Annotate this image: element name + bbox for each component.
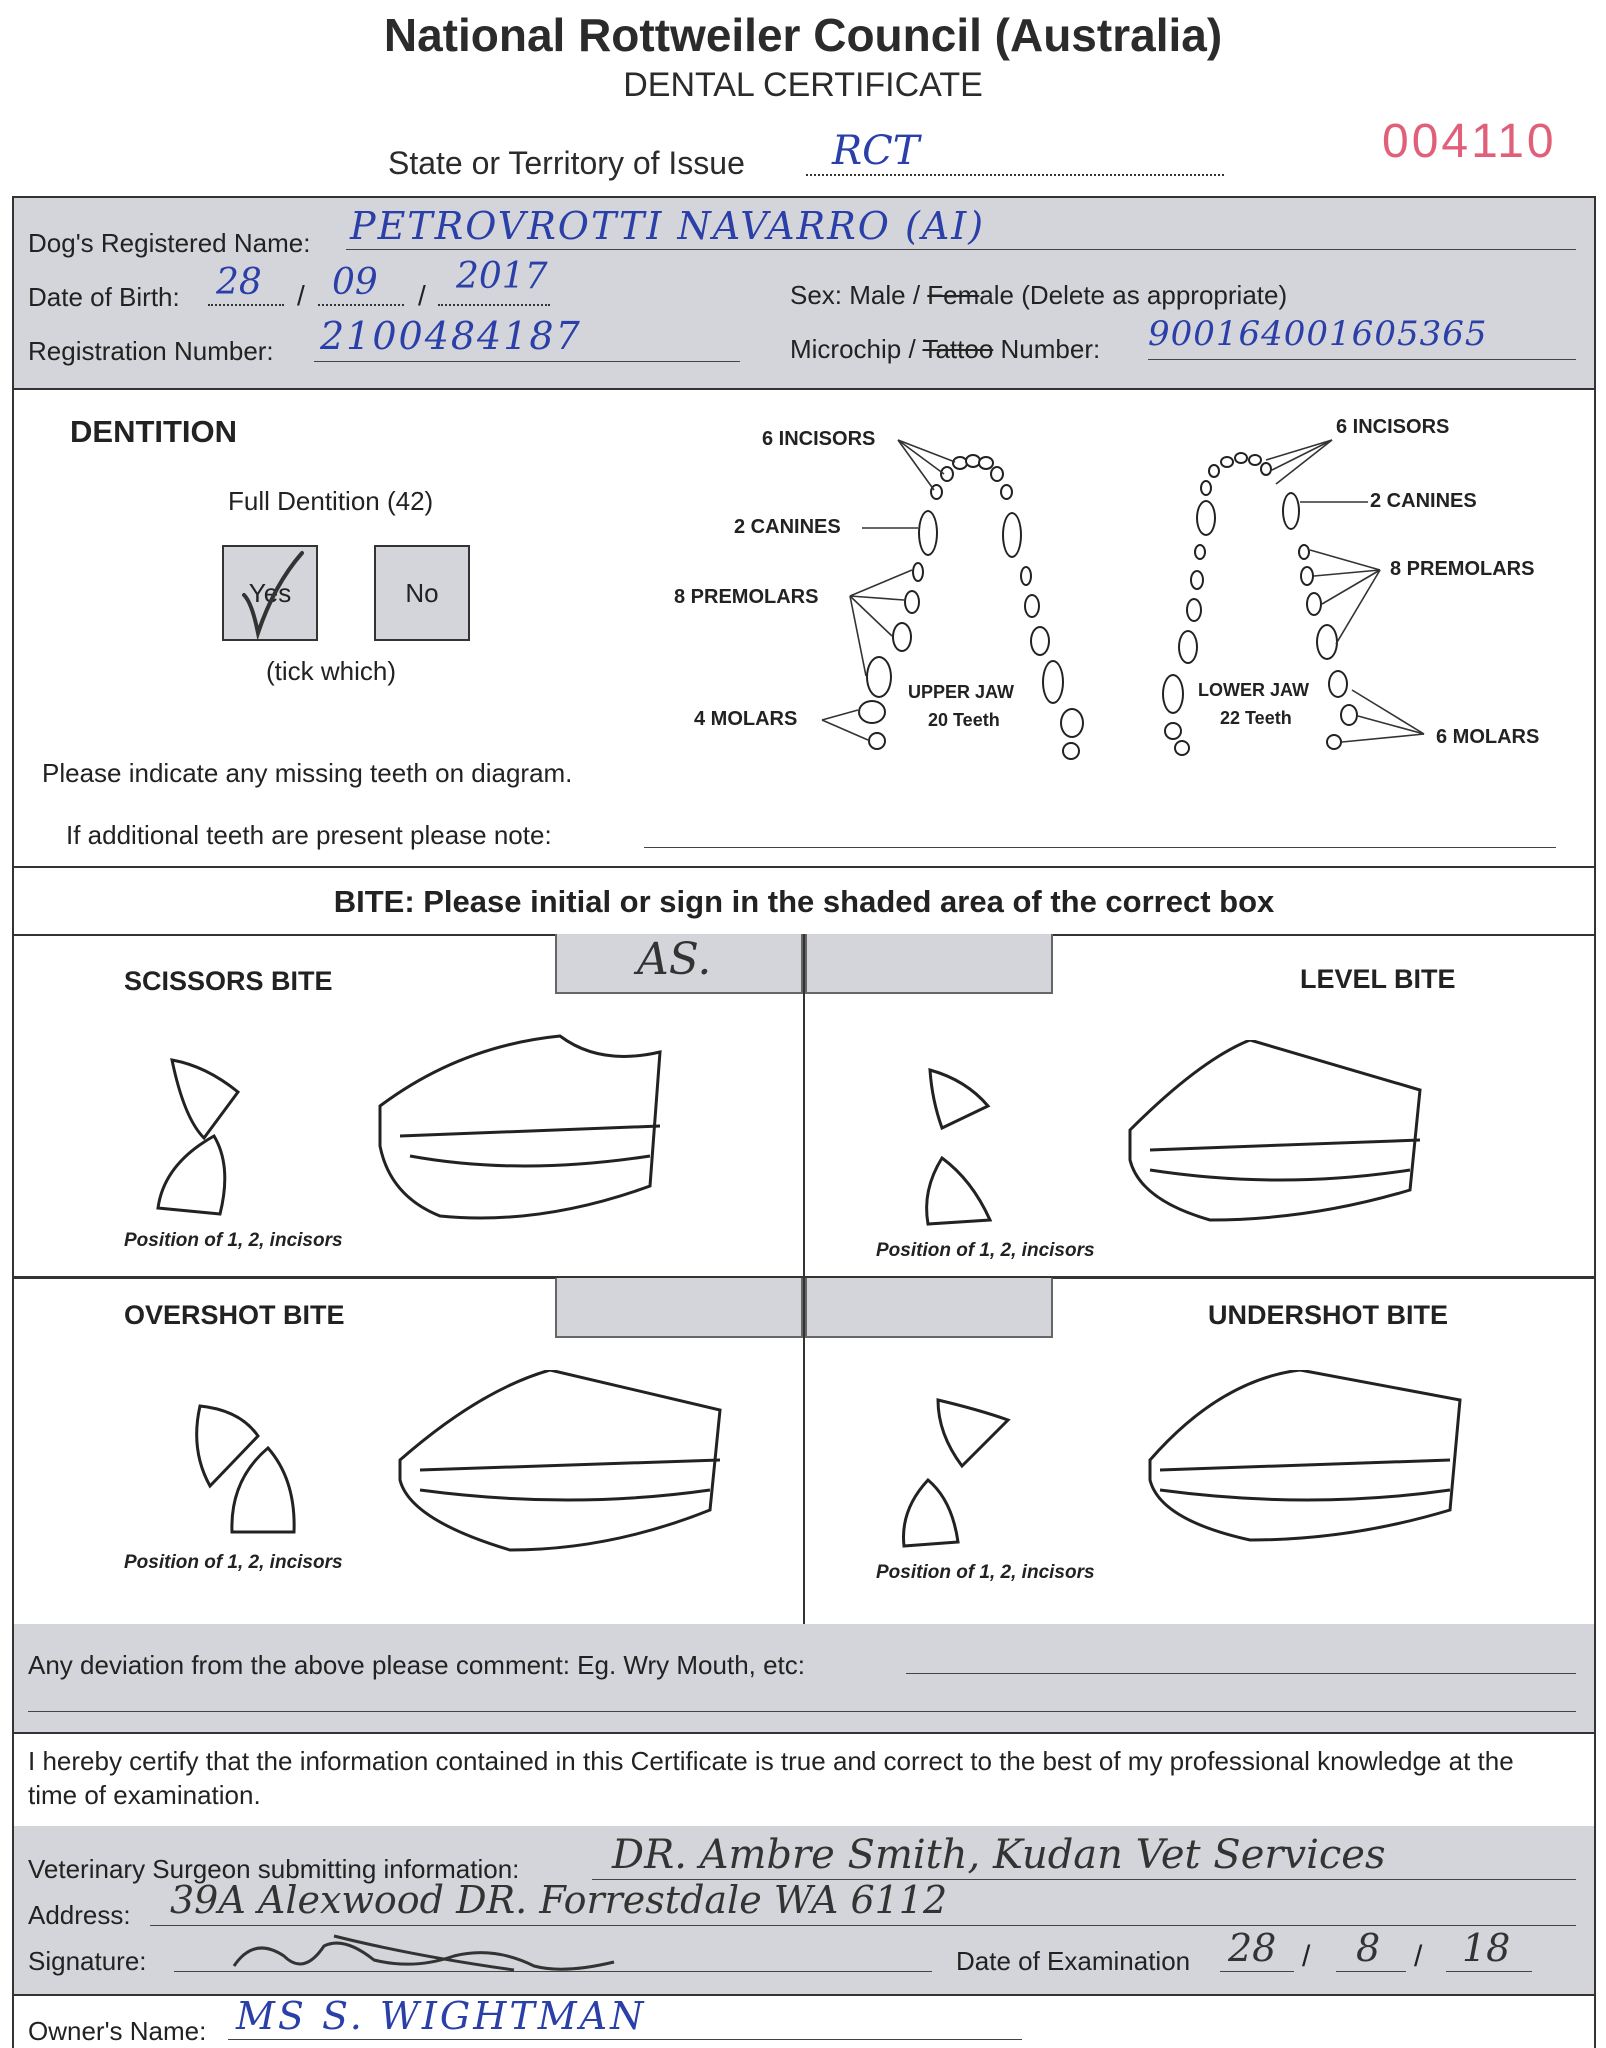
microchip-struck-text: Tattoo — [922, 334, 994, 364]
lower-molars-label: 6 MOLARS — [1436, 726, 1540, 748]
sex-field — [790, 280, 1287, 311]
deviation-field-line-1[interactable] — [906, 1644, 1576, 1674]
vet-surgeon-field[interactable] — [592, 1834, 1576, 1880]
dob-label: Date of Birth: — [28, 282, 180, 312]
upper-canines-label: 2 CANINES — [734, 516, 841, 538]
scissors-bite-sign-box[interactable] — [555, 934, 803, 994]
missing-teeth-note: Please indicate any missing teeth on diagram. — [42, 758, 573, 788]
exam-year-field[interactable] — [1446, 1926, 1532, 1972]
registration-value: 2100484187 — [320, 314, 582, 358]
address-field[interactable] — [150, 1880, 1576, 1926]
tick-mark-icon — [222, 545, 318, 641]
dob-year-value: 2017 — [456, 256, 548, 297]
scissors-bite-initials: AS. — [637, 934, 712, 985]
scissors-bite-illustration — [140, 1026, 700, 1236]
sex-label-suffix: ale (Delete as appropriate) — [979, 280, 1288, 310]
upper-premolars-label: 8 PREMOLARS — [674, 586, 819, 608]
lower-premolars-label: 8 PREMOLARS — [1390, 558, 1535, 580]
dog-name-field[interactable] — [346, 204, 1576, 250]
owner-value: MS S. WIGHTMAN — [236, 1994, 647, 2038]
registration-label: Registration Number: — [28, 336, 274, 366]
owner-label: Owner's Name: — [28, 2016, 207, 2046]
upper-molars-label: 4 MOLARS — [694, 708, 798, 730]
sex-struck-text: Fem — [927, 280, 980, 310]
scissors-bite-title: SCISSORS BITE — [124, 966, 333, 996]
state-field[interactable] — [806, 128, 1224, 176]
bite-heading: BITE: Please initial or sign in the shaded area of the correct box — [333, 884, 1275, 919]
exam-month-value: 8 — [1356, 1926, 1381, 1970]
undershot-position-caption: Position of 1, 2, incisors — [876, 1562, 1095, 1583]
dob-separator-1: / — [297, 280, 305, 311]
level-bite-sign-box[interactable] — [805, 934, 1053, 994]
dob-month-value: 09 — [332, 262, 378, 303]
state-value: RCT — [832, 128, 920, 174]
dog-name-label: Dog's Registered Name: — [28, 228, 311, 258]
exam-date-label: Date of Examination — [956, 1946, 1191, 1976]
upper-incisors-label: 6 INCISORS — [762, 428, 876, 450]
level-bite-illustration — [910, 1040, 1490, 1240]
dob-separator-2: / — [418, 280, 426, 311]
lower-teeth-count: 22 Teeth — [1220, 708, 1292, 728]
lower-canines-label: 2 CANINES — [1370, 490, 1477, 512]
exam-separator-1: / — [1302, 1940, 1311, 1973]
exam-separator-2: / — [1414, 1940, 1423, 1973]
org-title: National Rottweiler Council (Australia) — [383, 9, 1223, 61]
additional-teeth-label: If additional teeth are present please note: — [66, 820, 552, 850]
deviation-field-line-2[interactable] — [28, 1686, 1576, 1712]
sex-label-prefix: Sex: Male / — [790, 280, 928, 310]
additional-teeth-field[interactable] — [644, 818, 1556, 848]
owner-section-right-border — [1594, 1996, 1596, 2048]
overshot-position-caption: Position of 1, 2, incisors — [124, 1552, 343, 1573]
address-label: Address: — [28, 1900, 131, 1930]
owner-field[interactable] — [228, 1996, 1022, 2040]
owner-section-left-border — [12, 1996, 14, 2048]
registration-field[interactable] — [314, 316, 740, 362]
dog-name-value: PETROVROTTI NAVARRO (AI) — [350, 204, 986, 248]
undershot-bite-title: UNDERSHOT BITE — [1208, 1300, 1449, 1330]
dentition-heading: DENTITION — [70, 414, 238, 449]
level-bite-title: LEVEL BITE — [1300, 964, 1456, 994]
overshot-bite-sign-box[interactable] — [555, 1278, 803, 1338]
microchip-label-prefix: Microchip / — [790, 334, 923, 364]
signature-field[interactable] — [174, 1926, 932, 1972]
certificate-title: DENTAL CERTIFICATE — [623, 66, 983, 104]
lower-incisors-label: 6 INCISORS — [1336, 416, 1450, 438]
state-label: State or Territory of Issue — [388, 145, 745, 181]
undershot-bite-sign-box[interactable] — [805, 1278, 1053, 1338]
level-position-caption: Position of 1, 2, incisors — [876, 1240, 1095, 1261]
exam-month-field[interactable] — [1336, 1926, 1406, 1972]
overshot-bite-illustration — [170, 1370, 770, 1570]
yes-label: Yes — [248, 578, 292, 608]
vet-surgeon-label: Veterinary Surgeon submitting information: — [28, 1854, 520, 1884]
microchip-field[interactable] — [1148, 314, 1576, 360]
certify-text: I hereby certify that the information contained in this Certificate is true and correct to the best of my professional knowledge at the time of examination. — [28, 1746, 1514, 1810]
exam-year-value: 18 — [1462, 1926, 1511, 1970]
scissors-position-caption: Position of 1, 2, incisors — [124, 1230, 343, 1251]
microchip-value: 900164001605365 — [1148, 314, 1488, 354]
exam-day-field[interactable] — [1220, 1926, 1294, 1972]
dob-day-field[interactable] — [208, 262, 284, 306]
tick-hint: (tick which) — [266, 656, 397, 686]
no-label: No — [405, 578, 439, 608]
dob-month-field[interactable] — [318, 262, 404, 306]
dob-day-value: 28 — [216, 262, 262, 303]
lower-jaw-label: LOWER JAW — [1198, 680, 1309, 700]
microchip-label — [790, 334, 1100, 365]
dob-year-field[interactable] — [438, 256, 550, 306]
microchip-label-suffix: Number: — [993, 334, 1101, 364]
exam-day-value: 28 — [1228, 1926, 1277, 1970]
address-value: 39A Alexwood DR. Forrestdale WA 6112 — [170, 1878, 948, 1922]
vet-surgeon-value: DR. Ambre Smith, Kudan Vet Services — [612, 1832, 1386, 1878]
yes-checkbox[interactable] — [222, 545, 318, 641]
overshot-bite-title: OVERSHOT BITE — [124, 1300, 345, 1330]
upper-teeth-count: 20 Teeth — [928, 710, 1000, 730]
full-dentition-label: Full Dentition (42) — [228, 486, 434, 516]
certificate-number: 004110 — [1382, 115, 1557, 168]
undershot-bite-illustration — [890, 1370, 1490, 1570]
deviation-label: Any deviation from the above please comment: Eg. Wry Mouth, etc: — [28, 1650, 806, 1680]
no-checkbox[interactable] — [374, 545, 470, 641]
signature-label: Signature: — [28, 1946, 147, 1976]
signature-scribble — [214, 1926, 654, 1976]
upper-jaw-label: UPPER JAW — [908, 682, 1015, 702]
